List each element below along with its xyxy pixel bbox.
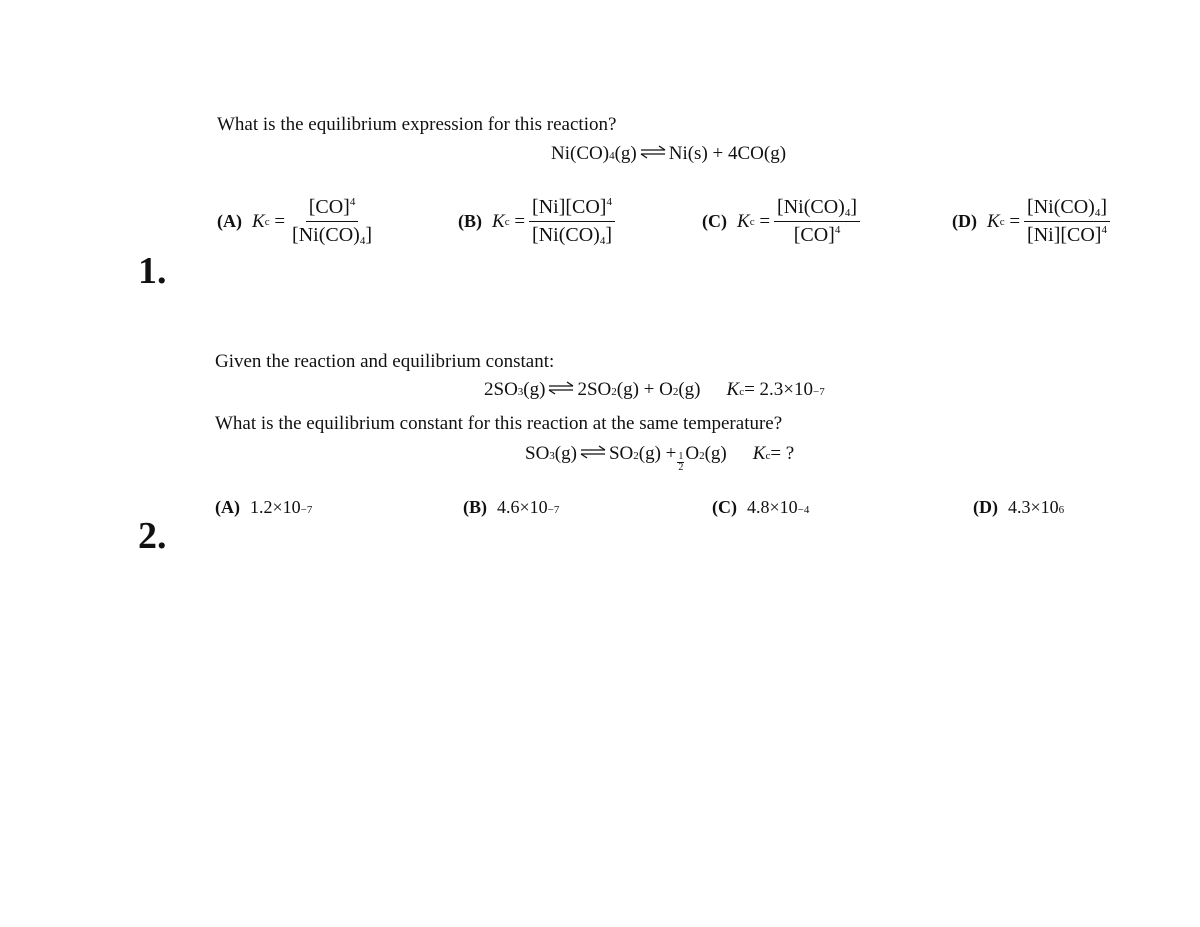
question-2-reaction: 2SO 3 (g) 2SO 2 (g) + O 2 (g) K c = 2.3×10 −7 — [484, 379, 825, 400]
option-value: 4.8×10 — [747, 497, 798, 517]
fraction: $\frac{[Ni(CO)_4]}{[Ni][CO]^4}$ — [1024, 196, 1110, 247]
question-2-option-a[interactable]: (A) 1.2×10 −7 — [215, 497, 313, 517]
option-letter: (B) — [458, 211, 482, 231]
option-letter: (C) — [702, 211, 727, 231]
equilibrium-constant-label: K — [726, 379, 740, 400]
option-letter: (C) — [712, 497, 737, 517]
option-value: 4.6×10 — [497, 497, 548, 517]
option-letter: (A) — [217, 211, 242, 231]
option-letter: (B) — [463, 497, 487, 517]
question-1-reaction: Ni(CO) 4 (g) Ni(s) + 4CO(g) — [551, 143, 787, 164]
k-expression: K c = $\frac{[Ni(CO)_4]}{[Ni][CO]^4}$ — [987, 196, 1110, 247]
option-letter: (A) — [215, 497, 240, 517]
fraction: $\frac{[Ni(CO)_4]}{[CO]^4}$ — [774, 196, 860, 247]
one-half-fraction: $\frac{1}{2}$ — [678, 451, 684, 473]
option-value: 1.2×10 — [250, 497, 301, 517]
question-1-option-d[interactable] — [952, 196, 1110, 247]
fraction: $\frac{[CO]^4}{[Ni(CO)_4]}$ — [292, 196, 372, 247]
equilibrium-arrow-icon — [640, 145, 666, 159]
question-2-prompt: Given the reaction and equilibrium constant: — [215, 351, 555, 372]
question-2-option-b[interactable]: (B) 4.6×10 −7 — [463, 497, 560, 517]
question-1-option-c[interactable] — [702, 196, 860, 247]
k-expression: K c = $\frac{[CO]^4}{[Ni(CO)_4]}$ — [252, 196, 375, 247]
option-letter: (D) — [952, 211, 977, 231]
question-1-option-a[interactable] — [217, 196, 375, 247]
equilibrium-arrow-icon — [548, 381, 574, 395]
question-2-target-reaction: SO 3 (g) SO 2 (g) + $\frac{1}{2}$ O 2 (g) K c = ? — [525, 443, 795, 473]
option-letter: (D) — [973, 497, 998, 517]
question-1-number: 1. — [138, 250, 167, 292]
equilibrium-constant-label: K — [752, 443, 766, 464]
k-expression: K c = $\frac{[Ni][CO]^4}{[Ni(CO)_4]}$ — [492, 196, 615, 247]
question-2-prompt-2: What is the equilibrium constant for this reaction at the same temperature? — [215, 413, 783, 434]
question-2-option-c[interactable]: (C) 4.8×10 −4 — [712, 497, 810, 517]
question-1-option-b[interactable] — [458, 196, 615, 247]
question-2-number: 2. — [138, 515, 167, 557]
question-2-option-d[interactable]: (D) 4.3×10 6 — [973, 497, 1065, 517]
k-expression: K c = $\frac{[Ni(CO)_4]}{[CO]^4}$ — [737, 196, 860, 247]
equilibrium-arrow-icon — [580, 445, 606, 459]
question-1-prompt: What is the equilibrium expression for this reaction? — [217, 114, 617, 135]
option-value: 4.3×10 — [1008, 497, 1059, 517]
fraction: $\frac{[Ni][CO]^4}{[Ni(CO)_4]}$ — [529, 196, 615, 247]
